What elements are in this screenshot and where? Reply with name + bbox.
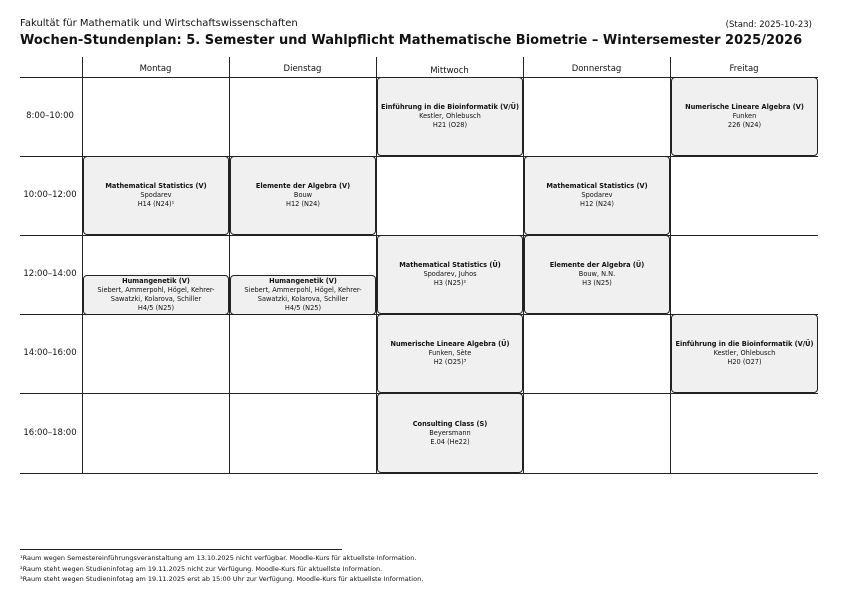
time-slot-label: 10:00–12:00 bbox=[23, 190, 77, 200]
course-block bbox=[524, 156, 670, 235]
course-title: Consulting Class (S) bbox=[412, 419, 488, 428]
day-header: Montag bbox=[139, 64, 172, 74]
course-block bbox=[83, 156, 229, 235]
course-lecturer: Beyersmann bbox=[429, 428, 471, 437]
course-block bbox=[377, 235, 523, 314]
time-slot-label: 16:00–18:00 bbox=[23, 428, 77, 438]
time-slot-label: 8:00–10:00 bbox=[26, 111, 74, 121]
footnote: ¹Raum wegen Semestereinführungsveranstaltung am 13.10.2025 nicht verfügbar. Moodle-Kurs für aktuellste Information. bbox=[20, 554, 417, 562]
course-title: Humangenetik (V) bbox=[122, 277, 190, 285]
course-lecturer: Kestler, Ohlebusch bbox=[419, 112, 481, 120]
footnote-rule bbox=[20, 549, 342, 550]
course-block bbox=[377, 393, 523, 473]
course-block bbox=[377, 77, 523, 156]
grid-line bbox=[82, 57, 83, 473]
course-lecturer: Kestler, Ohlebusch bbox=[713, 349, 776, 357]
footnote: ²Raum steht wegen Studieninfotag am 19.11.2025 nicht zur Verfügung. Moodle-Kurs für aktuellste Information. bbox=[20, 564, 383, 573]
day-header: Mittwoch bbox=[430, 66, 469, 76]
course-lecturer: Funken, Sète bbox=[428, 349, 472, 357]
course-room: H4/5 (N25) bbox=[284, 304, 322, 312]
course-lecturer: Siebert, Ammerpohl, Högel, Kehrer-Sawatzki, Kolarova, Schiller bbox=[97, 286, 215, 303]
footnotes bbox=[20, 553, 423, 585]
course-block bbox=[671, 314, 818, 393]
course-lecturer: Funken bbox=[732, 112, 757, 120]
course-lecturer: Bouw, N.N. bbox=[578, 270, 616, 278]
course-lecturer: Spodarev, Juhos bbox=[423, 270, 477, 278]
course-lecturer: Siebert, Ammerpohl, Högel, Kehrer-Sawatzki, Kolarova, Schiller bbox=[244, 286, 362, 303]
course-room: 226 (N24) bbox=[727, 121, 762, 129]
course-title: Mathematical Statistics (Ü) bbox=[399, 261, 501, 269]
day-header: Dienstag bbox=[283, 64, 322, 74]
course-lecturer: Spodarev bbox=[140, 191, 172, 199]
course-title: Elemente der Algebra (V) bbox=[255, 182, 351, 190]
course-title: Elemente der Algebra (Ü) bbox=[549, 261, 645, 269]
course-title: Humangenetik (V) bbox=[269, 277, 337, 285]
course-lecturer: Spodarev bbox=[581, 191, 613, 199]
grid-line bbox=[229, 57, 230, 473]
course-lecturer: Bouw bbox=[293, 191, 313, 199]
footnote: ³Raum steht wegen Studieninfotag am 19.11.2025 erst ab 15:00 Uhr zur Verfügung. Moodle-Kurs für aktuellste Information. bbox=[20, 575, 424, 583]
day-header: Donnerstag bbox=[571, 64, 622, 74]
grid-line bbox=[20, 473, 818, 474]
course-title: Einführung in die Bioinformatik (V/Ü) bbox=[675, 340, 814, 348]
stand-date: (Stand: 2025-10-23) bbox=[725, 20, 812, 30]
time-slot-label: 12:00–14:00 bbox=[23, 269, 77, 279]
course-room: H12 (N24) bbox=[286, 200, 320, 208]
course-room: E.04 (He22) bbox=[430, 437, 470, 446]
course-room: H20 (O27) bbox=[727, 358, 762, 366]
course-title: Numerische Lineare Algebra (Ü) bbox=[390, 340, 510, 348]
course-title: Mathematical Statistics (V) bbox=[105, 182, 207, 190]
course-room: H3 (N25) bbox=[582, 279, 612, 287]
day-header: Freitag bbox=[729, 64, 759, 74]
course-room: H2 (O25)³ bbox=[433, 358, 467, 366]
course-room: H3 (N25)² bbox=[433, 279, 467, 287]
page-title: Wochen-Stundenplan: 5. Semester und Wahlpflicht Mathematische Biometrie – Wintersemester 2025/2026 bbox=[20, 33, 803, 48]
course-block bbox=[230, 275, 376, 315]
course-room: H21 (O28) bbox=[432, 121, 468, 129]
course-room: H4/5 (N25) bbox=[137, 304, 175, 312]
course-room: H14 (N24)¹ bbox=[137, 200, 175, 208]
course-title: Einführung in die Bioinformatik (V/Ü) bbox=[380, 103, 520, 111]
course-title: Numerische Lineare Algebra (V) bbox=[685, 103, 804, 111]
time-slot-label: 14:00–16:00 bbox=[23, 348, 77, 358]
course-block bbox=[524, 235, 670, 314]
course-block bbox=[377, 314, 523, 393]
course-title: Mathematical Statistics (V) bbox=[546, 182, 648, 190]
course-block bbox=[83, 275, 229, 315]
faculty-name: Fakultät für Mathematik und Wirtschaftswissenschaften bbox=[20, 18, 298, 29]
course-block bbox=[671, 77, 818, 156]
course-block bbox=[230, 156, 376, 235]
course-room: H12 (N24) bbox=[580, 200, 614, 208]
